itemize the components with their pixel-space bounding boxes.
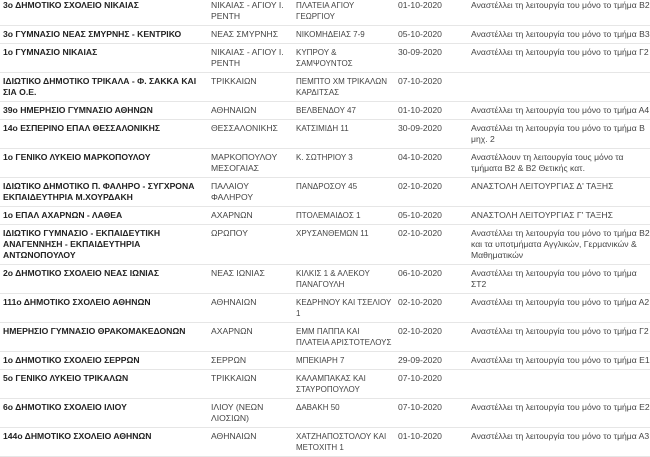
address-cell: ΠΛΑΤΕΙΑ ΑΓΙΟΥ ΓΕΩΡΓΙΟΥ	[293, 0, 395, 26]
date-cell: 01-10-2020	[395, 428, 468, 457]
date-cell: 07-10-2020	[395, 399, 468, 428]
note-cell: Αναστέλλει τη λειτουργία του μόνο το τμήμα ΣΤ2	[468, 265, 650, 294]
address-cell: ΚΕΔΡΗΝΟΥ ΚΑΙ ΤΣΕΛΙΟΥ 1	[293, 294, 395, 323]
date-cell: 30-09-2020	[395, 120, 468, 149]
table-row	[0, 352, 650, 370]
note-cell: Αναστέλλει τη λειτουργία του μόνο το τμήμα Ε2	[468, 399, 650, 428]
municipality-cell: ΙΛΙΟΥ (ΝΕΩΝ ΛΙΟΣΙΩΝ)	[208, 399, 293, 428]
municipality-cell: ΣΕΡΡΩΝ	[208, 352, 293, 370]
school-name-cell: 1ο ΓΥΜΝΑΣΙΟ ΝΙΚΑΙΑΣ	[0, 44, 208, 73]
note-cell: Αναστέλλει τη λειτουργία του μόνο το τμήμα Α4	[468, 102, 650, 120]
date-cell: 07-10-2020	[395, 370, 468, 399]
date-cell: 30-09-2020	[395, 44, 468, 73]
school-name-cell: 144ο ΔΗΜΟΤΙΚΟ ΣΧΟΛΕΙΟ ΑΘΗΝΩΝ	[0, 428, 208, 457]
municipality-cell: ΝΙΚΑΙΑΣ - ΑΓΙΟΥ Ι. ΡΕΝΤΗ	[208, 44, 293, 73]
date-cell: 02-10-2020	[395, 178, 468, 207]
municipality-cell: ΑΘΗΝΑΙΩΝ	[208, 294, 293, 323]
date-cell: 05-10-2020	[395, 207, 468, 225]
date-cell: 29-09-2020	[395, 352, 468, 370]
table-row	[0, 26, 650, 44]
address-cell: ΠΤΟΛΕΜΑΙΔΟΣ 1	[293, 207, 395, 225]
school-name-cell: ΙΔΙΩΤΙΚΟ ΔΗΜΟΤΙΚΟ Π. ΦΑΛΗΡΟ - ΣΥΓΧΡΟΝΑ ΕΚΠΑΙΔΕΥΤΗΡΙΑ Μ.ΧΟΥΡΔΑΚΗ	[0, 178, 208, 207]
table-row	[0, 428, 650, 457]
date-cell: 04-10-2020	[395, 149, 468, 178]
table-row	[0, 73, 650, 102]
table-row	[0, 178, 650, 207]
note-cell: Αναστέλλει τη λειτουργία του μόνο το τμήμα Α3	[468, 428, 650, 457]
municipality-cell: ΝΙΚΑΙΑΣ - ΑΓΙΟΥ Ι. ΡΕΝΤΗ	[208, 0, 293, 26]
address-cell: ΚΥΠΡΟΥ & ΣΑΜΨΟΥΝΤΟΣ	[293, 44, 395, 73]
table-row	[0, 149, 650, 178]
table-row	[0, 44, 650, 73]
table-row	[0, 0, 650, 26]
note-cell	[468, 73, 650, 102]
note-cell: Αναστέλλει τη λειτουργία του μόνο το τμήμα Γ2	[468, 44, 650, 73]
table-row	[0, 225, 650, 265]
address-cell: ΚΑΛΑΜΠΑΚΑΣ ΚΑΙ ΣΤΑΥΡΟΠΟΥΛΟΥ	[293, 370, 395, 399]
address-cell: ΕΜΜ ΠΑΠΠΑ ΚΑΙ ΠΛΑΤΕΙΑ ΑΡΙΣΤΟΤΕΛΟΥΣ	[293, 323, 395, 352]
municipality-cell: ΑΧΑΡΝΩΝ	[208, 207, 293, 225]
date-cell: 05-10-2020	[395, 26, 468, 44]
municipality-cell: ΤΡΙΚΚΑΙΩΝ	[208, 73, 293, 102]
date-cell: 01-10-2020	[395, 102, 468, 120]
school-name-cell: 5ο ΓΕΝΙΚΟ ΛΥΚΕΙΟ ΤΡΙΚΑΛΩΝ	[0, 370, 208, 399]
note-cell: Αναστέλλει τη λειτουργία του μόνο το τμήμα Γ2	[468, 323, 650, 352]
school-name-cell: ΙΔΙΩΤΙΚΟ ΔΗΜΟΤΙΚΟ ΤΡΙΚΑΛΑ - Φ. ΣΑΚΚΑ ΚΑΙ ΣΙΑ Ο.Ε.	[0, 73, 208, 102]
address-cell: ΝΙΚΟΜΗΔΕΙΑΣ 7-9	[293, 26, 395, 44]
table-row	[0, 102, 650, 120]
municipality-cell: ΑΧΑΡΝΩΝ	[208, 323, 293, 352]
municipality-cell: ΑΘΗΝΑΙΩΝ	[208, 428, 293, 457]
school-name-cell: 1ο ΕΠΑΛ ΑΧΑΡΝΩΝ - ΛΑΘΕΑ	[0, 207, 208, 225]
table-row	[0, 323, 650, 352]
date-cell: 02-10-2020	[395, 323, 468, 352]
note-cell: Αναστέλλει τη λειτουργία του μόνο το τμήμα Ε1	[468, 352, 650, 370]
table-row	[0, 399, 650, 428]
municipality-cell: ΜΑΡΚΟΠΟΥΛΟΥ ΜΕΣΟΓΑΙΑΣ	[208, 149, 293, 178]
municipality-cell: ΝΕΑΣ ΙΩΝΙΑΣ	[208, 265, 293, 294]
school-name-cell: 1ο ΔΗΜΟΤΙΚΟ ΣΧΟΛΕΙΟ ΣΕΡΡΩΝ	[0, 352, 208, 370]
school-name-cell: 14ο ΕΣΠΕΡΙΝΟ ΕΠΑΛ ΘΕΣΣΑΛΟΝΙΚΗΣ	[0, 120, 208, 149]
table-row	[0, 265, 650, 294]
address-cell: ΧΡΥΣΑΝΘΕΜΩΝ 11	[293, 225, 395, 265]
address-cell: ΠΕΜΠΤΟ ΧΜ ΤΡΙΚΑΛΩΝ ΚΑΡΔΙΤΣΑΣ	[293, 73, 395, 102]
municipality-cell: ΑΘΗΝΑΙΩΝ	[208, 102, 293, 120]
note-cell	[468, 370, 650, 399]
date-cell: 02-10-2020	[395, 294, 468, 323]
address-cell: ΧΑΤΖΗΑΠΟΣΤΟΛΟΥ ΚΑΙ ΜΕΤΟΧΙΤΗ 1	[293, 428, 395, 457]
table-row	[0, 120, 650, 149]
address-cell: ΚΑΤΣΙΜΙΔΗ 11	[293, 120, 395, 149]
address-cell: ΚΙΛΚΙΣ 1 & ΑΛΕΚΟΥ ΠΑΝΑΓΟΥΛΗ	[293, 265, 395, 294]
note-cell: Αναστέλλει τη λειτουργία του μόνο το τμήμα Β2 και τα υποτμήματα Αγγλικών, Γερμανικών & Μαθηματικών	[468, 225, 650, 265]
school-name-cell: 3ο ΓΥΜΝΑΣΙΟ ΝΕΑΣ ΣΜΥΡΝΗΣ - ΚΕΝΤΡΙΚΟ	[0, 26, 208, 44]
note-cell: Αναστέλλει τη λειτουργία του μόνο το τμήμα Β2	[468, 0, 650, 26]
school-name-cell: 111ο ΔΗΜΟΤΙΚΟ ΣΧΟΛΕΙΟ ΑΘΗΝΩΝ	[0, 294, 208, 323]
municipality-cell: ΩΡΩΠΟΥ	[208, 225, 293, 265]
address-cell: ΠΑΝΔΡΟΣΟΥ 45	[293, 178, 395, 207]
note-cell: ΑΝΑΣΤΟΛΗ ΛΕΙΤΟΥΡΓΙΑΣ Δ' ΤΑΞΗΣ	[468, 178, 650, 207]
school-name-cell: ΙΔΙΩΤΙΚΟ ΓΥΜΝΑΣΙΟ - ΕΚΠΑΙΔΕΥΤΙΚΗ ΑΝΑΓΕΝΝΗΣΗ - ΕΚΠΑΙΔΕΥΤΗΡΙΑ ΑΝΤΩΝΟΠΟΥΛΟΥ	[0, 225, 208, 265]
note-cell: Αναστέλλει τη λειτουργία του μόνο το τμήμα Α2	[468, 294, 650, 323]
municipality-cell: ΝΕΑΣ ΣΜΥΡΝΗΣ	[208, 26, 293, 44]
date-cell: 07-10-2020	[395, 73, 468, 102]
school-name-cell: ΗΜΕΡΗΣΙΟ ΓΥΜΝΑΣΙΟ ΘΡΑΚΟΜΑΚΕΔΟΝΩΝ	[0, 323, 208, 352]
address-cell: ΜΠΕΚΙΑΡΗ 7	[293, 352, 395, 370]
table-row	[0, 370, 650, 399]
municipality-cell: ΘΕΣΣΑΛΟΝΙΚΗΣ	[208, 120, 293, 149]
note-cell: Αναστέλλει τη λειτουργία του μόνο το τμήμα Β μηχ. 2	[468, 120, 650, 149]
date-cell: 06-10-2020	[395, 265, 468, 294]
note-cell: Αναστέλλουν τη λειτουργία τους μόνο τα τμήματα Β2 & Β2 Θετικής κατ.	[468, 149, 650, 178]
date-cell: 01-10-2020	[395, 0, 468, 26]
note-cell: ΑΝΑΣΤΟΛΗ ΛΕΙΤΟΥΡΓΙΑΣ Γ' ΤΑΞΗΣ	[468, 207, 650, 225]
school-name-cell: 6ο ΔΗΜΟΤΙΚΟ ΣΧΟΛΕΙΟ ΙΛΙΟΥ	[0, 399, 208, 428]
address-cell: Κ. ΣΩΤΗΡΙΟΥ 3	[293, 149, 395, 178]
address-cell: ΒΕΛΒΕΝΔΟΥ 47	[293, 102, 395, 120]
school-name-cell: 2ο ΔΗΜΟΤΙΚΟ ΣΧΟΛΕΙΟ ΝΕΑΣ ΙΩΝΙΑΣ	[0, 265, 208, 294]
municipality-cell: ΠΑΛΑΙΟΥ ΦΑΛΗΡΟΥ	[208, 178, 293, 207]
address-cell: ΔΑΒΑΚΗ 50	[293, 399, 395, 428]
note-cell: Αναστέλλει τη λειτουργία του μόνο το τμήμα Β3	[468, 26, 650, 44]
school-name-cell: 39ο ΗΜΕΡΗΣΙΟ ΓΥΜΝΑΣΙΟ ΑΘΗΝΩΝ	[0, 102, 208, 120]
table-row	[0, 207, 650, 225]
table-row	[0, 294, 650, 323]
date-cell: 02-10-2020	[395, 225, 468, 265]
school-name-cell: 1ο ΓΕΝΙΚΟ ΛΥΚΕΙΟ ΜΑΡΚΟΠΟΥΛΟΥ	[0, 149, 208, 178]
school-name-cell: 3ο ΔΗΜΟΤΙΚΟ ΣΧΟΛΕΙΟ ΝΙΚΑΙΑΣ	[0, 0, 208, 26]
municipality-cell: ΤΡΙΚΚΑΙΩΝ	[208, 370, 293, 399]
